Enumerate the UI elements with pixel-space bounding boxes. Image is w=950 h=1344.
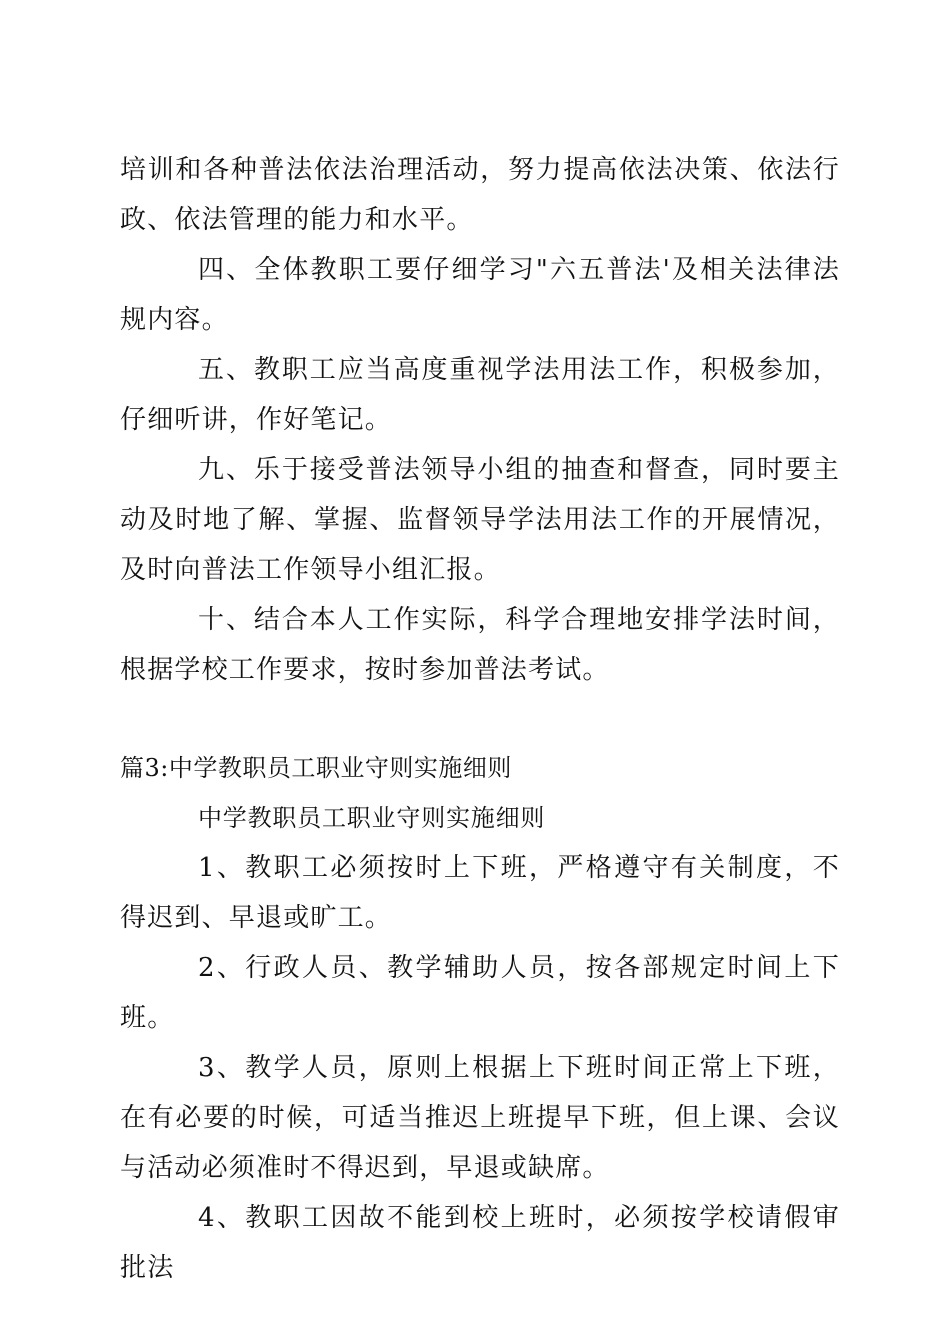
rule-item-2: 2、行政人员、教学辅助人员，按各部规定时间上下班。 bbox=[120, 953, 840, 1033]
paragraph-item-4: 四、全体教职工要仔细学习"六五普法'及相关法律法规内容。 bbox=[120, 255, 840, 335]
section-title: 篇3:中学教职员工职业守则实施细则 bbox=[120, 754, 512, 782]
paragraph-continuation: 培训和各种普法依法治理活动，努力提高依法决策、依法行政、依法管理的能力和水平。 bbox=[120, 155, 840, 235]
paragraph-item-5: 五、教职工应当高度重视学法用法工作，积极参加，仔细听讲，作好笔记。 bbox=[120, 355, 840, 435]
document-body bbox=[120, 145, 840, 1293]
rule-item-3: 3、教学人员，原则上根据上下班时间正常上下班，在有必要的时候，可适当推迟上班提早下班，但上课、会议与活动必须准时不得迟到，早退或缺席。 bbox=[120, 1053, 840, 1183]
paragraph-item-9: 九、乐于接受普法领导小组的抽查和督查，同时要主动及时地了解、掌握、监督领导学法用法工作的开展情况，及时向普法工作领导小组汇报。 bbox=[120, 455, 840, 585]
rule-item-1: 1、教职工必须按时上下班，严格遵守有关制度，不得迟到、早退或旷工。 bbox=[120, 853, 840, 933]
paragraph-item-10: 十、结合本人工作实际，科学合理地安排学法时间，根据学校工作要求，按时参加普法考试。 bbox=[120, 605, 840, 685]
document-subtitle: 中学教职员工职业守则实施细则 bbox=[198, 804, 546, 832]
section-spacer bbox=[120, 695, 840, 743]
rule-item-4: 4、教职工因故不能到校上班时，必须按学校请假审批法 bbox=[120, 1203, 840, 1283]
